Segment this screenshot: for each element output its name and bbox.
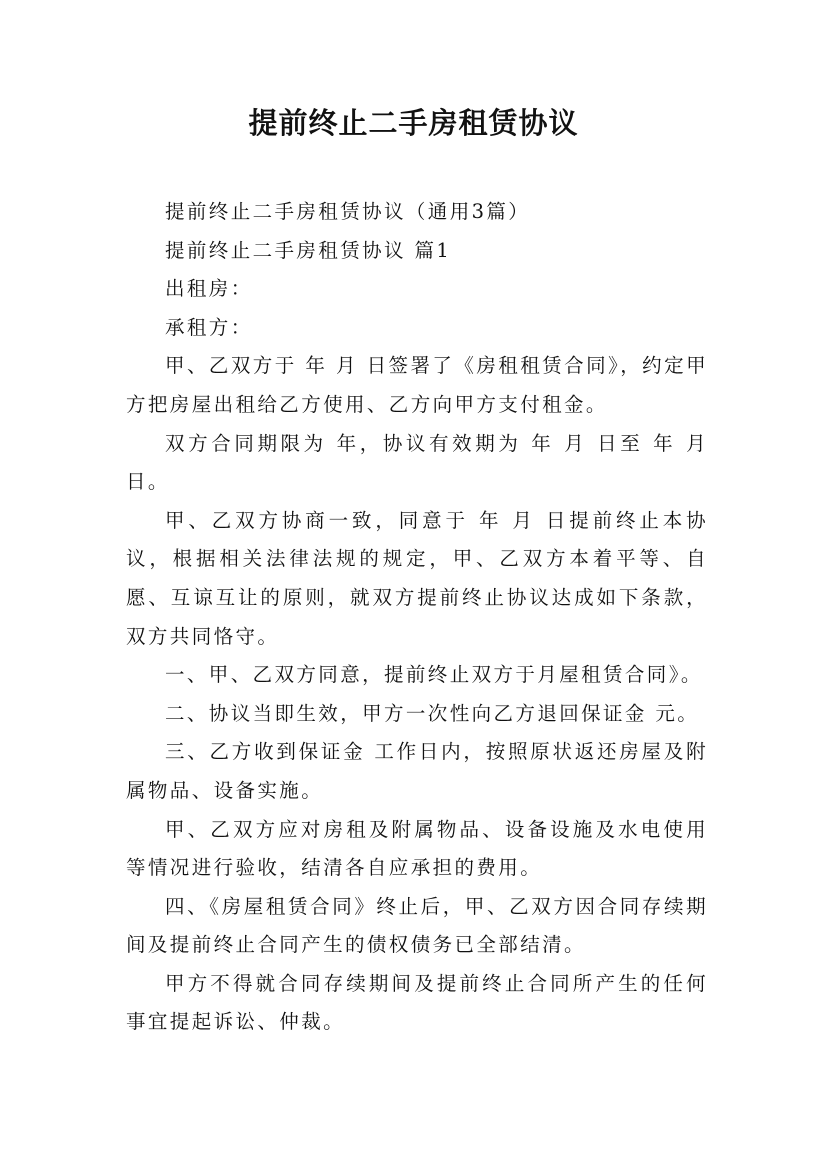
paragraph-lessee: 承租方： [165, 315, 253, 339]
paragraph-subtitle: 提前终止二手房租赁协议（通用3篇） [165, 200, 531, 223]
paragraph-clause-1: 一、甲、乙双方同意，提前终止双方于月屋租赁合同》。 [165, 663, 703, 687]
paragraph-section-heading: 提前终止二手房租赁协议 篇1 [165, 238, 452, 262]
paragraph-clause-3: 三、乙方收到保证金 工作日内，按照原状返还房屋及附属物品、设备实施。 [126, 740, 708, 802]
paragraph-contract-term: 双方合同期限为 年，协议有效期为 年 月 日至 年 月 日。 [126, 431, 708, 494]
paragraph-agreement: 甲、乙双方协商一致，同意于 年 月 日提前终止本协议，根据相关法律法规的规定，甲、乙双方本着平等、自愿、互谅互让的原则，就双方提前终止协议达成如下条款，双方共同恪守。 [126, 508, 708, 648]
paragraph-no-litigation: 甲方不得就合同存续期间及提前终止合同所产生的任何事宜提起诉讼、仲裁。 [126, 971, 708, 1034]
document-body [126, 193, 708, 1042]
paragraph-contract-signing: 甲、乙双方于 年 月 日签署了《房租租赁合同》，约定甲方把房屋出租给乙方使用、乙方向甲方支付租金。 [126, 354, 708, 416]
paragraph-clause-2: 二、协议当即生效，甲方一次性向乙方退回保证金 元。 [165, 701, 700, 725]
paragraph-lessor: 出租房： [165, 277, 253, 301]
paragraph-clause-4: 四、《房屋租赁合同》终止后，甲、乙双方因合同存续期间及提前终止合同产生的债权债务已全部结清。 [126, 894, 708, 957]
document-title: 提前终止二手房租赁协议 [248, 106, 579, 140]
paragraph-inspection: 甲、乙双方应对房租及附属物品、设备设施及水电使用等情况进行验收，结清各自应承担的费用。 [126, 817, 708, 880]
